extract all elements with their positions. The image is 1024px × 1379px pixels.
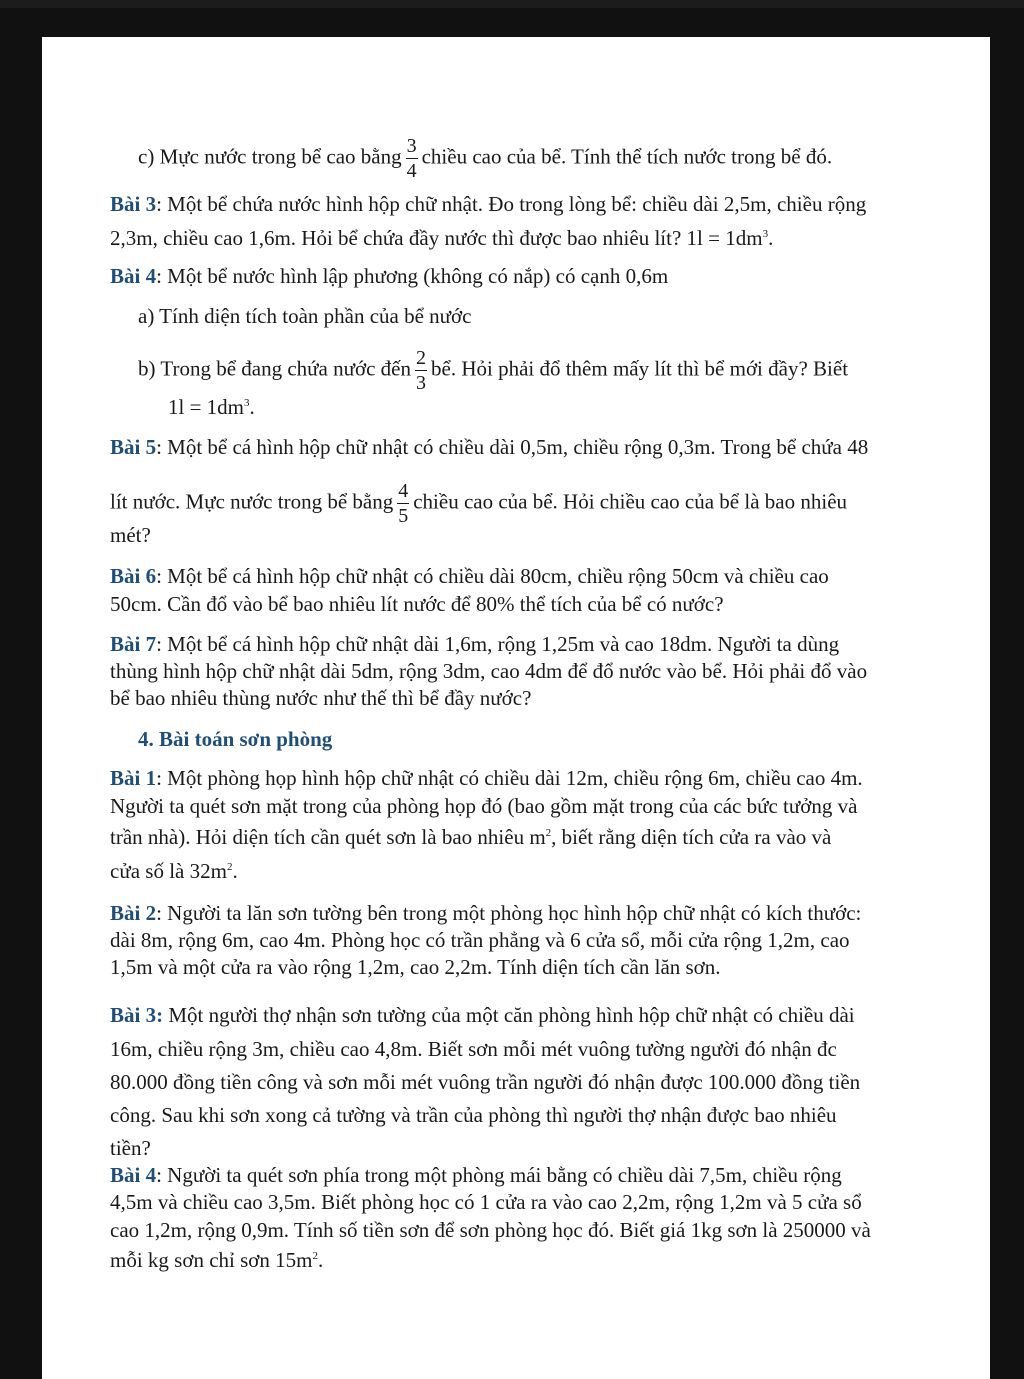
exercise-line: $1l = 1dm^3$.: [168, 395, 255, 419]
exercise-line: 1,5m và một cửa ra vào rộng 1,2m, cao 2,2m. Tính diện tích cần lăn sơn.: [110, 955, 721, 979]
exercise-line: b) Trong bể đang chứa nước đến $\frac{2}{3}$ bể. Hỏi phải đổ thêm mấy lít thì bể mới đầy? Biết: [138, 347, 849, 394]
exercise-label: Bài 6: [110, 564, 157, 588]
exercise-line: cửa số là $32m^2$.: [110, 859, 238, 883]
exercise-line: thùng hình hộp chữ nhật dài 5dm, rộng 3dm, cao 4dm để đổ nước vào bể. Hỏi phải đổ vào: [110, 659, 868, 683]
exercise-line: bể bao nhiêu thùng nước như thế thì bể đầy nước?: [110, 686, 532, 710]
exercise-line: Bài 3: Một người thợ nhận sơn tường của một căn phòng hình hộp chữ nhật có chiều dài: [110, 1003, 855, 1027]
exercise-line: c) Mực nước trong bể cao bằng $\frac{3}{4}$ chiều cao của bể. Tính thể tích nước trong bể đó.: [138, 135, 833, 182]
fraction: $\frac{2}{3}$: [416, 347, 426, 394]
exercise-line: lít nước. Mực nước trong bể bằng $\frac{4}{5}$ chiều cao của bể. Hỏi chiều cao của bể là bao nhiêu: [110, 480, 848, 527]
exercise-line: 80.000 đồng tiền công và sơn mỗi mét vuông trần người đó nhận được 100.000 đồng tiền: [110, 1070, 861, 1094]
exercise-line: Bài 1: Một phòng họp hình hộp chữ nhật có chiều dài 12m, chiều rộng 6m, chiều cao 4m.: [110, 766, 863, 790]
exercise-line: mỗi kg sơn chỉ sơn $15m^2$.: [110, 1248, 324, 1272]
exercise-line: Bài 6: Một bể cá hình hộp chữ nhật có chiều dài 80cm, chiều rộng 50cm và chiều cao: [110, 564, 829, 588]
exercise-label: Bài 4: [110, 1163, 157, 1187]
exercise-label: Bài 3:: [110, 1003, 164, 1027]
exercise-line: a) Tính diện tích toàn phần của bể nước: [138, 304, 472, 328]
section-heading: 4. Bài toán sơn phòng: [138, 727, 333, 751]
exercise-label: Bài 1: [110, 766, 157, 790]
exercise-line: Bài 7: Một bể cá hình hộp chữ nhật dài 1,6m, rộng 1,25m và cao 18dm. Người ta dùng: [110, 632, 840, 656]
exercise-line: 4,5m và chiều cao 3,5m. Biết phòng học có 1 cửa ra vào cao 2,2m, rộng 1,2m và 5 cửa sổ: [110, 1190, 862, 1214]
exercise-label: Bài 4: [110, 264, 157, 288]
exercise-line: 50cm. Cần đổ vào bể bao nhiêu lít nước để 80% thể tích của bể có nước?: [110, 592, 724, 616]
exercise-line: tiền?: [110, 1136, 151, 1160]
exercise-line: cao 1,2m, rộng 0,9m. Tính số tiền sơn để sơn phòng học đó. Biết giá 1kg sơn là 250000 và: [110, 1218, 871, 1242]
exercise-line: Người ta quét sơn mặt trong của phòng họp đó (bao gồm mặt trong của các bức tưởng và: [110, 794, 858, 818]
exercise-line: trần nhà). Hỏi diện tích cần quét sơn là bao nhiêu $m^2$, biết rằng diện tích cửa ra vào và: [110, 825, 832, 849]
exercise-label: Bài 5: [110, 435, 157, 459]
exercise-line: công. Sau khi sơn xong cả tường và trần của phòng thì người thợ nhận được bao nhiêu: [110, 1103, 837, 1127]
exercise-line: Bài 5: Một bể cá hình hộp chữ nhật có chiều dài 0,5m, chiều rộng 0,3m. Trong bể chứa 48: [110, 435, 869, 459]
exercise-line: mét?: [110, 523, 151, 547]
exercise-label: Bài 2: [110, 901, 157, 925]
exercise-line: dài 8m, rộng 6m, cao 4m. Phòng học có trần phẳng và 6 cửa sổ, mỗi cửa rộng 1,2m, cao: [110, 928, 850, 952]
exercise-line: 16m, chiều rộng 3m, chiều cao 4,8m. Biết sơn mỗi mét vuông tường người đó nhận đc: [110, 1037, 837, 1061]
exercise-line: Bài 4: Một bể nước hình lập phương (không có nắp) có cạnh 0,6m: [110, 264, 669, 288]
exercise-line: 2,3m, chiều cao 1,6m. Hỏi bể chứa đầy nước thì được bao nhiêu lít? $1l = 1dm^3$.: [110, 226, 774, 250]
exercise-line: Bài 2: Người ta lăn sơn tường bên trong một phòng học hình hộp chữ nhật có kích thước:: [110, 901, 862, 925]
exercise-line: Bài 3: Một bể chứa nước hình hộp chữ nhật. Đo trong lòng bể: chiều dài 2,5m, chiều rộng: [110, 192, 867, 216]
exercise-line: Bài 4: Người ta quét sơn phía trong một phòng mái bằng có chiều dài 7,5m, chiều rộng: [110, 1163, 842, 1187]
top-bar: [0, 0, 1024, 8]
fraction: $\frac{3}{4}$: [406, 135, 417, 182]
exercise-label: Bài 3: [110, 192, 157, 216]
fraction: $\frac{4}{5}$: [398, 480, 409, 527]
document-page: [42, 37, 990, 1379]
exercise-label: Bài 7: [110, 632, 157, 656]
